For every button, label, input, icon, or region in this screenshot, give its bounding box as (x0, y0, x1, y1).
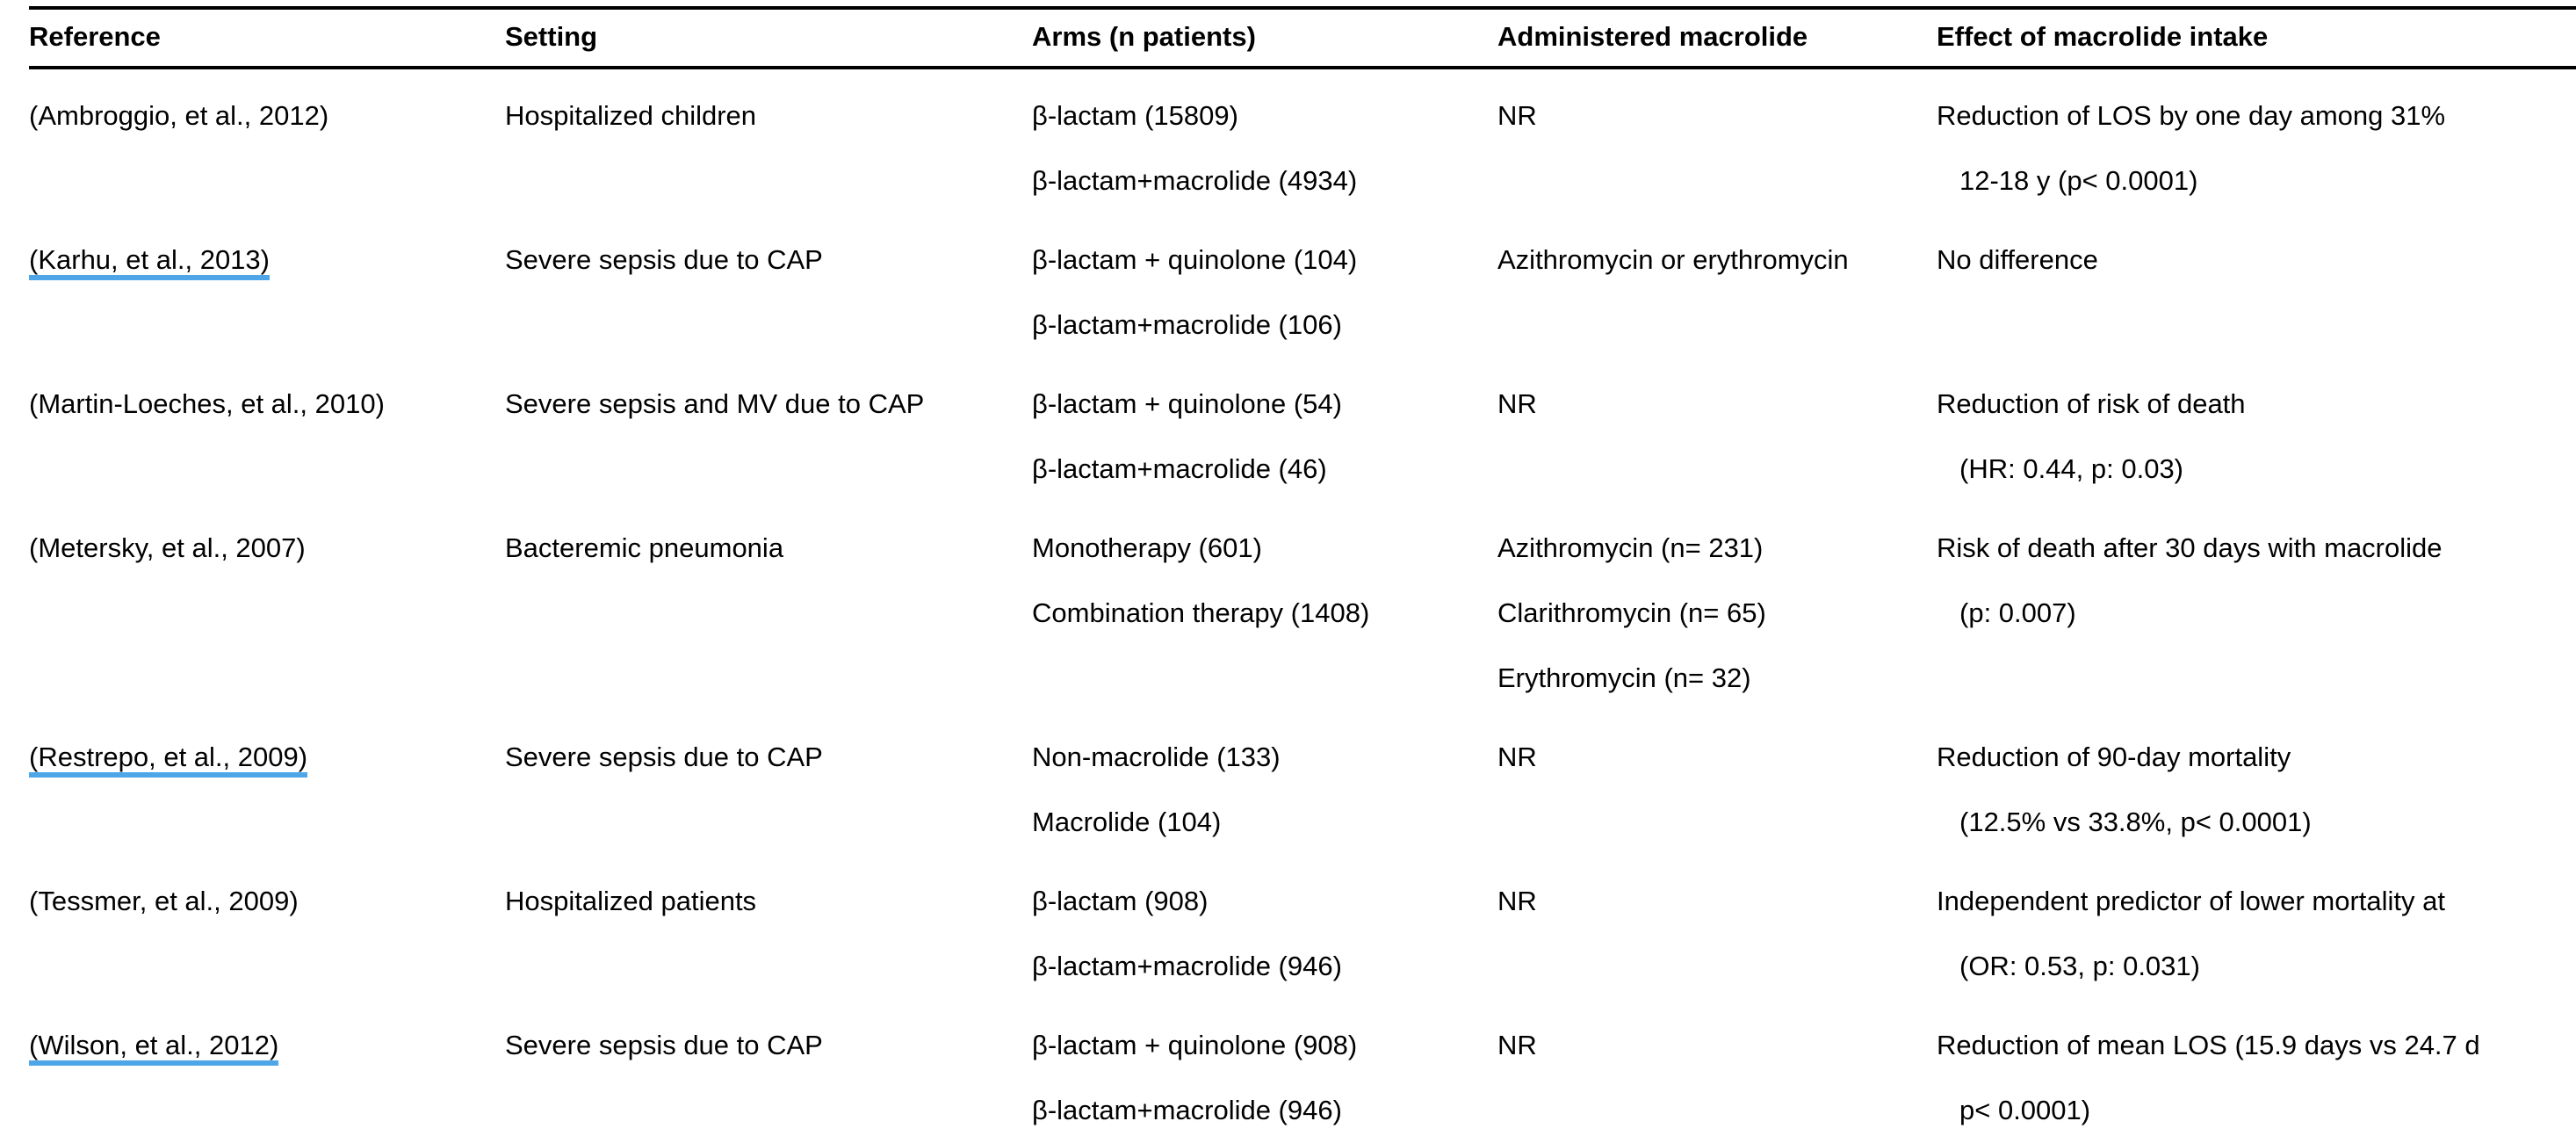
table-row (29, 502, 2576, 711)
cell-reference (29, 68, 505, 213)
cell-reference (29, 855, 505, 999)
cell-setting (505, 213, 1032, 358)
arm-line: Monotherapy (601) (1032, 532, 1262, 564)
cell-arms (1032, 999, 1497, 1143)
cell-setting (505, 358, 1032, 502)
setting-line (505, 581, 1032, 646)
arm-line: β-lactam + quinolone (908) (1032, 1030, 1358, 1061)
arm-line: β-lactam (908) (1032, 886, 1209, 917)
macrolide-line: Erythromycin (n= 32) (1497, 662, 1751, 694)
effect-line: (12.5% vs 33.8%, p< 0.0001) (1959, 807, 2312, 838)
table-row (29, 213, 2576, 358)
arm-line (1032, 646, 1497, 711)
effect-line: (p: 0.007) (1959, 597, 2076, 629)
setting-line: Severe sepsis and MV due to CAP (505, 388, 925, 420)
effect-line: Risk of death after 30 days with macrolide (1937, 532, 2443, 564)
setting-line: Severe sepsis due to CAP (505, 742, 823, 773)
effect-line: p< 0.0001) (1959, 1095, 2091, 1126)
cell-arms (1032, 855, 1497, 999)
reference-line (29, 869, 505, 934)
column-header-arms: Arms (n patients) (1032, 8, 1497, 68)
table-row (29, 358, 2576, 502)
cell-arms (1032, 711, 1497, 855)
cell-effect (1937, 68, 2576, 213)
spacer-line (29, 581, 505, 646)
cell-effect (1937, 502, 2576, 711)
effect-line: Reduction of 90-day mortality (1937, 742, 2291, 773)
reference-line (29, 228, 505, 293)
reference-text: (Ambroggio, et al., 2012) (29, 100, 329, 132)
arm-line: β-lactam+macrolide (946) (1032, 951, 1342, 982)
cell-arms (1032, 213, 1497, 358)
spacer-line (29, 1078, 505, 1143)
cell-administered-macrolide (1497, 855, 1937, 999)
reference-link[interactable]: (Wilson, et al., 2012) (29, 1031, 278, 1066)
table-row (29, 999, 2576, 1143)
table-row (29, 711, 2576, 855)
cell-effect (1937, 855, 2576, 999)
reference-line (29, 83, 505, 148)
spacer-line (29, 646, 505, 711)
cell-administered-macrolide (1497, 358, 1937, 502)
arm-line: β-lactam + quinolone (54) (1032, 388, 1342, 420)
setting-line: Severe sepsis due to CAP (505, 1030, 823, 1061)
cell-arms (1032, 358, 1497, 502)
setting-line (505, 437, 1032, 502)
table-row (29, 855, 2576, 999)
cell-administered-macrolide (1497, 213, 1937, 358)
column-header-reference: Reference (29, 8, 505, 68)
reference-text: (Martin-Loeches, et al., 2010) (29, 388, 385, 420)
effect-line: Independent predictor of lower mortality at (1937, 886, 2445, 917)
effect-line: No difference (1937, 244, 2098, 276)
cell-arms (1032, 68, 1497, 213)
cell-setting (505, 502, 1032, 711)
reference-text: (Tessmer, et al., 2009) (29, 886, 299, 917)
arm-line: β-lactam+macrolide (4934) (1032, 165, 1358, 197)
arm-line: β-lactam+macrolide (946) (1032, 1095, 1342, 1126)
effect-line: (OR: 0.53, p: 0.031) (1959, 951, 2200, 982)
effect-line (1937, 646, 2576, 711)
column-header-effect: Effect of macrolide intake (1937, 8, 2576, 68)
cell-effect (1937, 213, 2576, 358)
cell-administered-macrolide (1497, 68, 1937, 213)
reference-line (29, 725, 505, 790)
reference-line (29, 1013, 505, 1078)
spacer-line (29, 437, 505, 502)
setting-line: Bacteremic pneumonia (505, 532, 784, 564)
table-header (29, 8, 2576, 68)
setting-line (505, 1078, 1032, 1143)
cell-reference (29, 502, 505, 711)
reference-link[interactable]: (Restrepo, et al., 2009) (29, 743, 307, 778)
arm-line: Combination therapy (1408) (1032, 597, 1370, 629)
macrolide-line: Azithromycin or erythromycin (1497, 244, 1849, 276)
setting-line: Severe sepsis due to CAP (505, 244, 823, 276)
cell-reference (29, 711, 505, 855)
arm-line: Non-macrolide (133) (1032, 742, 1281, 773)
effect-line: (HR: 0.44, p: 0.03) (1959, 453, 2184, 485)
macrolide-line (1497, 437, 1937, 502)
spacer-line (29, 148, 505, 213)
setting-line (505, 790, 1032, 855)
macrolide-line: NR (1497, 886, 1537, 917)
setting-line: Hospitalized children (505, 100, 757, 132)
macrolide-line: NR (1497, 100, 1537, 132)
spacer-line (29, 790, 505, 855)
setting-line (505, 293, 1032, 358)
column-header-setting: Setting (505, 8, 1032, 68)
setting-line: Hospitalized patients (505, 886, 757, 917)
cell-setting (505, 711, 1032, 855)
macrolide-line: NR (1497, 1030, 1537, 1061)
setting-line (505, 934, 1032, 999)
reference-line (29, 516, 505, 581)
cell-administered-macrolide (1497, 999, 1937, 1143)
cell-reference (29, 358, 505, 502)
effect-line: Reduction of LOS by one day among 31% (1937, 100, 2446, 132)
macrolide-line (1497, 934, 1937, 999)
studies-table (29, 6, 2576, 1143)
effect-line (1937, 293, 2576, 358)
effect-line: 12-18 y (p< 0.0001) (1959, 165, 2198, 197)
cell-reference (29, 213, 505, 358)
cell-effect (1937, 999, 2576, 1143)
cell-administered-macrolide (1497, 502, 1937, 711)
cell-effect (1937, 711, 2576, 855)
cell-reference (29, 999, 505, 1143)
table-body (29, 68, 2576, 1143)
table-row (29, 68, 2576, 213)
macrolide-line (1497, 148, 1937, 213)
cell-setting (505, 68, 1032, 213)
arm-line: β-lactam+macrolide (46) (1032, 453, 1327, 485)
macrolide-line: Azithromycin (n= 231) (1497, 532, 1764, 564)
setting-line (505, 148, 1032, 213)
arm-line: Macrolide (104) (1032, 807, 1222, 838)
macrolide-line (1497, 1078, 1937, 1143)
spacer-line (29, 293, 505, 358)
cell-arms (1032, 502, 1497, 711)
column-header-administered-macrolide: Administered macrolide (1497, 8, 1937, 68)
cell-setting (505, 855, 1032, 999)
macrolide-line (1497, 293, 1937, 358)
reference-line (29, 372, 505, 437)
macrolide-line: Clarithromycin (n= 65) (1497, 597, 1766, 629)
setting-line (505, 646, 1032, 711)
macrolide-line: NR (1497, 742, 1537, 773)
spacer-line (29, 934, 505, 999)
reference-link[interactable]: (Karhu, et al., 2013) (29, 246, 270, 280)
reference-text: (Metersky, et al., 2007) (29, 532, 306, 564)
studies-table-container (29, 6, 2576, 1143)
cell-setting (505, 999, 1032, 1143)
table-header-row (29, 8, 2576, 68)
arm-line: β-lactam+macrolide (106) (1032, 309, 1342, 341)
arm-line: β-lactam (15809) (1032, 100, 1238, 132)
macrolide-line: NR (1497, 388, 1537, 420)
effect-line: Reduction of risk of death (1937, 388, 2246, 420)
cell-effect (1937, 358, 2576, 502)
arm-line: β-lactam + quinolone (104) (1032, 244, 1358, 276)
effect-line: Reduction of mean LOS (15.9 days vs 24.7 d (1937, 1030, 2480, 1061)
macrolide-line (1497, 790, 1937, 855)
cell-administered-macrolide (1497, 711, 1937, 855)
